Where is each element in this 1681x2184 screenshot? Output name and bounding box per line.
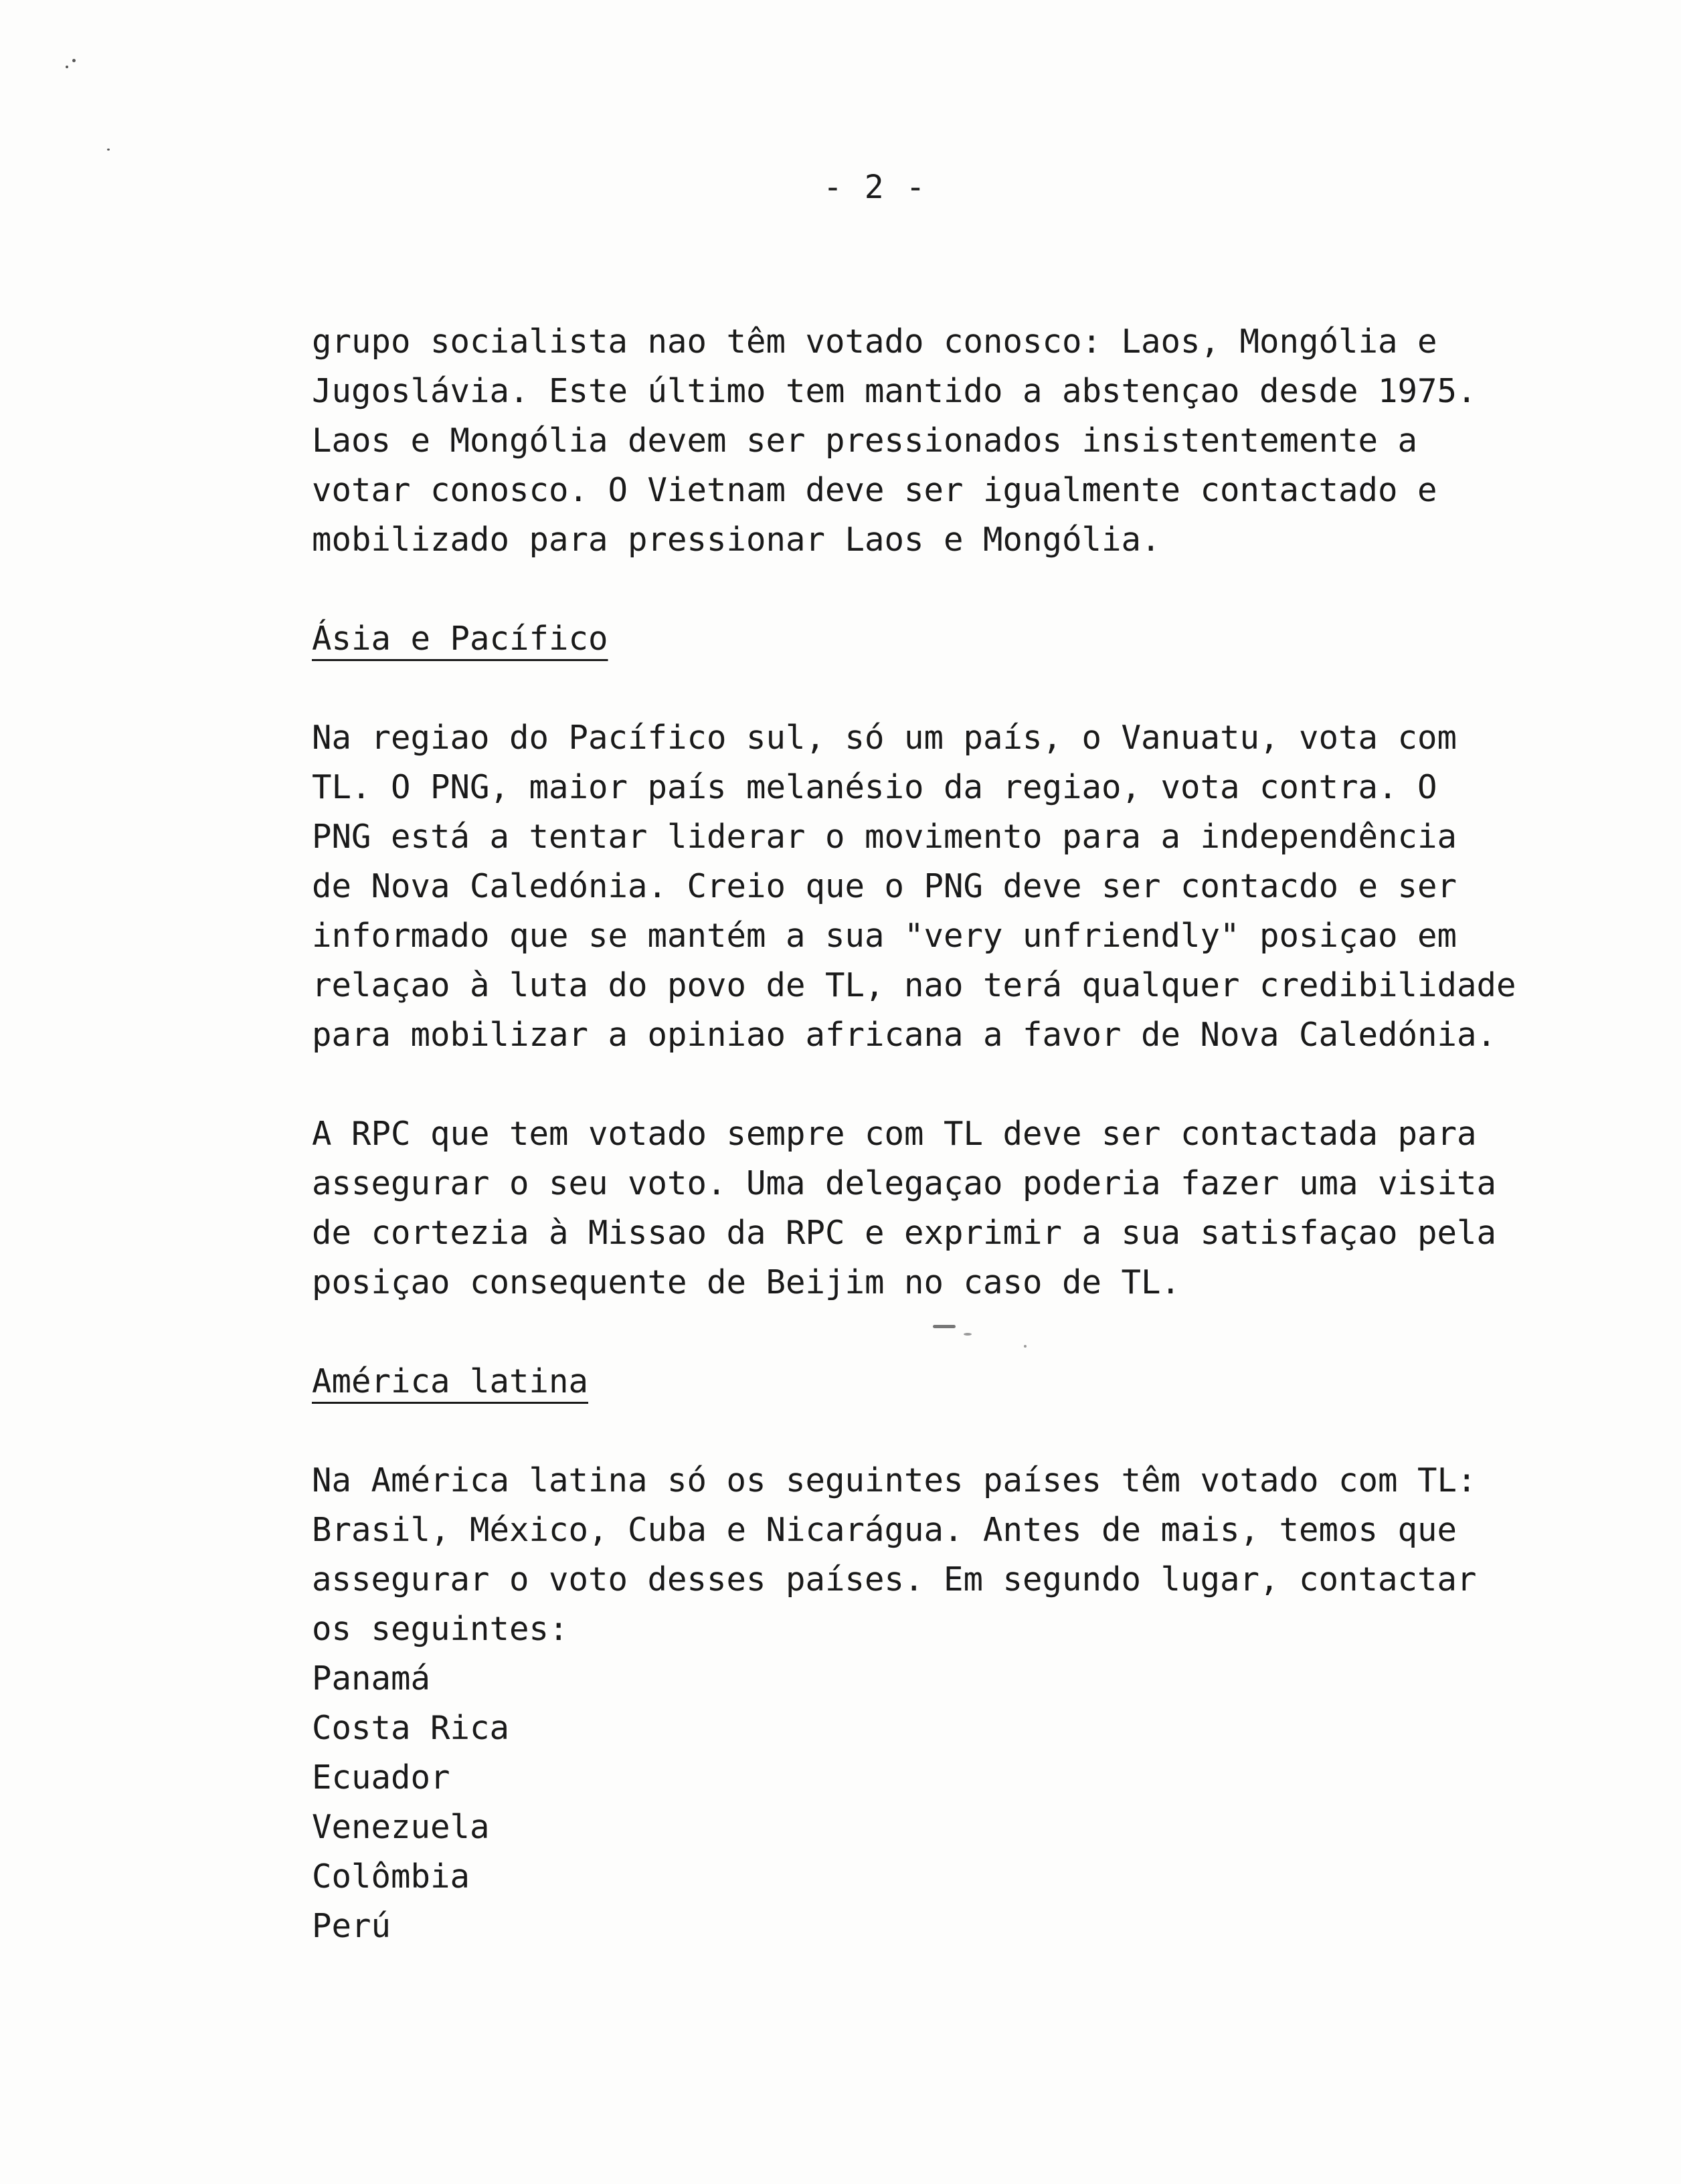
scan-smudge <box>933 1325 956 1328</box>
text-line: Laos e Mongólia devem ser pressionados insistentemente a <box>312 422 1418 460</box>
text-line: assegurar o voto desses países. Em segundo lugar, contactar <box>312 1560 1477 1599</box>
page-number: - 2 - <box>823 169 927 206</box>
text-line: mobilizado para pressionar Laos e Mongólia. <box>312 521 1161 559</box>
text-line: votar conosco. O Vietnam deve ser igualmente contactado e <box>312 471 1437 509</box>
text-line: assegurar o seu voto. Uma delegaçao poderia fazer uma visita <box>312 1164 1497 1202</box>
text-line: TL. O PNG, maior país melanésio da regiao, vota contra. O <box>312 768 1437 806</box>
text-line: posiçao consequente de Beijim no caso de TL. <box>312 1263 1181 1301</box>
section-heading-asia-pacific: Ásia e Pacífico <box>312 620 608 658</box>
text-line: Brasil, México, Cuba e Nicarágua. Antes de mais, temos que <box>312 1511 1457 1549</box>
list-item: Panamá <box>312 1659 431 1698</box>
text-line: Na regiao do Pacífico sul, só um país, o Vanuatu, vota com <box>312 719 1457 757</box>
scan-speck <box>107 149 110 151</box>
text-line: relaçao à luta do povo de TL, nao terá qualquer credibilidade <box>312 966 1516 1004</box>
text-line: para mobilizar a opiniao africana a favor de Nova Caledónia. <box>312 1016 1497 1054</box>
scan-speck <box>1024 1345 1027 1348</box>
text-line: de cortezia à Missao da RPC e exprimir a sua satisfaçao pela <box>312 1214 1497 1252</box>
list-item: Colômbia <box>312 1857 470 1896</box>
text-line: Jugoslávia. Este último tem mantido a abstençao desde 1975. <box>312 372 1477 410</box>
scan-speck <box>66 66 68 68</box>
list-item: Costa Rica <box>312 1709 510 1747</box>
text-line: os seguintes: <box>312 1610 569 1648</box>
scan-speck <box>72 59 76 62</box>
list-item: Venezuela <box>312 1808 490 1846</box>
text-line: de Nova Caledónia. Creio que o PNG deve ser contacdo e ser <box>312 867 1457 905</box>
text-line: PNG está a tentar liderar o movimento para a independência <box>312 818 1457 856</box>
section-heading-latin-america: América latina <box>312 1362 589 1400</box>
list-item: Perú <box>312 1907 391 1945</box>
text-line: informado que se mantém a sua "very unfriendly" posiçao em <box>312 917 1457 955</box>
text-line: Na América latina só os seguintes países têm votado com TL: <box>312 1461 1477 1499</box>
list-item: Ecuador <box>312 1758 450 1797</box>
text-line: grupo socialista nao têm votado conosco: Laos, Mongólia e <box>312 323 1437 361</box>
text-line: A RPC que tem votado sempre com TL deve ser contactada para <box>312 1115 1477 1153</box>
scan-smudge <box>964 1333 972 1336</box>
